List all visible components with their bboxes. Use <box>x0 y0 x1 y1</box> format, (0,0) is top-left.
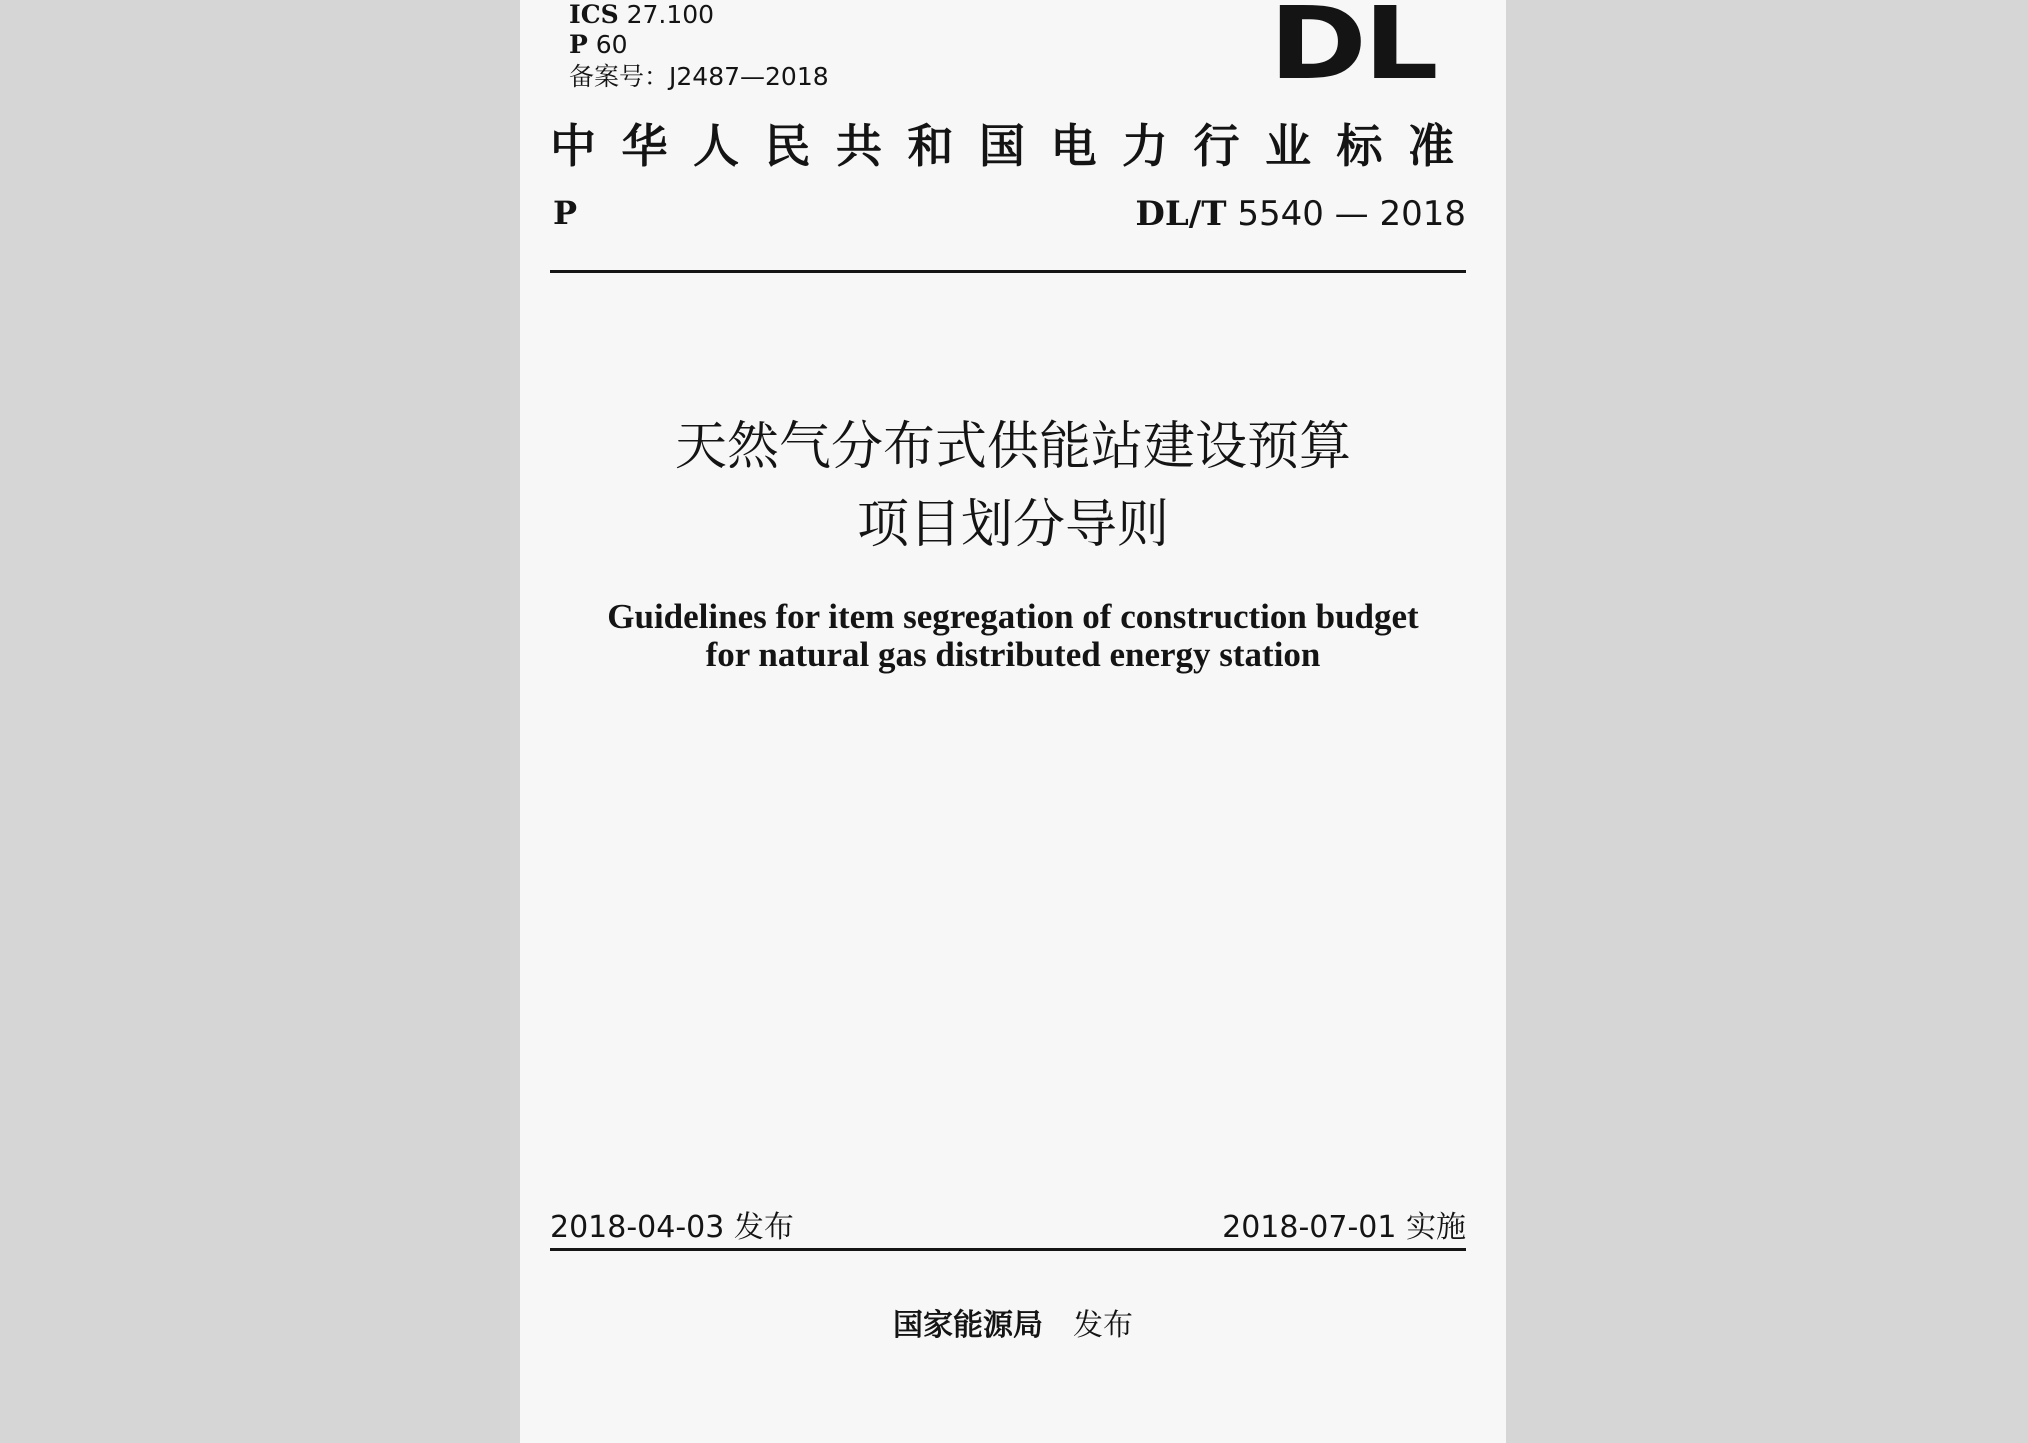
chinese-title-line2: 项目划分导则 <box>856 495 1169 555</box>
english-title-line2: for natural gas distributed energy station <box>705 635 1321 674</box>
record-label: 备案号： <box>569 62 670 91</box>
publisher <box>520 1300 1506 1344</box>
ics-label: ICS <box>569 0 619 29</box>
ics-value: 27.100 <box>626 0 715 29</box>
record-value: J2487—2018 <box>669 62 829 91</box>
dl-logo: DL <box>1269 0 1436 102</box>
document-cover <box>520 0 1506 1443</box>
classification-letter: P <box>553 194 578 232</box>
standard-code-prefix: DL/T <box>1135 194 1227 234</box>
record-number <box>569 62 829 92</box>
bottom-divider <box>550 1248 1466 1251</box>
chinese-title-line1: 天然气分布式供能站建设预算 <box>674 417 1351 477</box>
publisher-name: 国家能源局 <box>893 1308 1043 1343</box>
issue-date: 2018-04-03 发布 <box>550 1210 794 1245</box>
chinese-title <box>520 408 1506 564</box>
issuing-industry-title: 中华人民共和国电力行业标准 <box>550 119 1466 173</box>
standard-code <box>1135 194 1466 234</box>
standard-code-number: 5540 — 2018 <box>1237 194 1466 234</box>
ics-code <box>569 0 714 30</box>
ccs-code <box>569 30 628 60</box>
top-divider <box>550 270 1466 273</box>
english-title <box>520 598 1506 674</box>
publisher-action: 发布 <box>1073 1308 1133 1343</box>
ccs-value: 60 <box>595 30 628 59</box>
effective-date: 2018-07-01 实施 <box>1222 1210 1466 1245</box>
ccs-label: P <box>569 30 588 59</box>
english-title-line1: Guidelines for item segregation of construction budget <box>607 597 1419 636</box>
